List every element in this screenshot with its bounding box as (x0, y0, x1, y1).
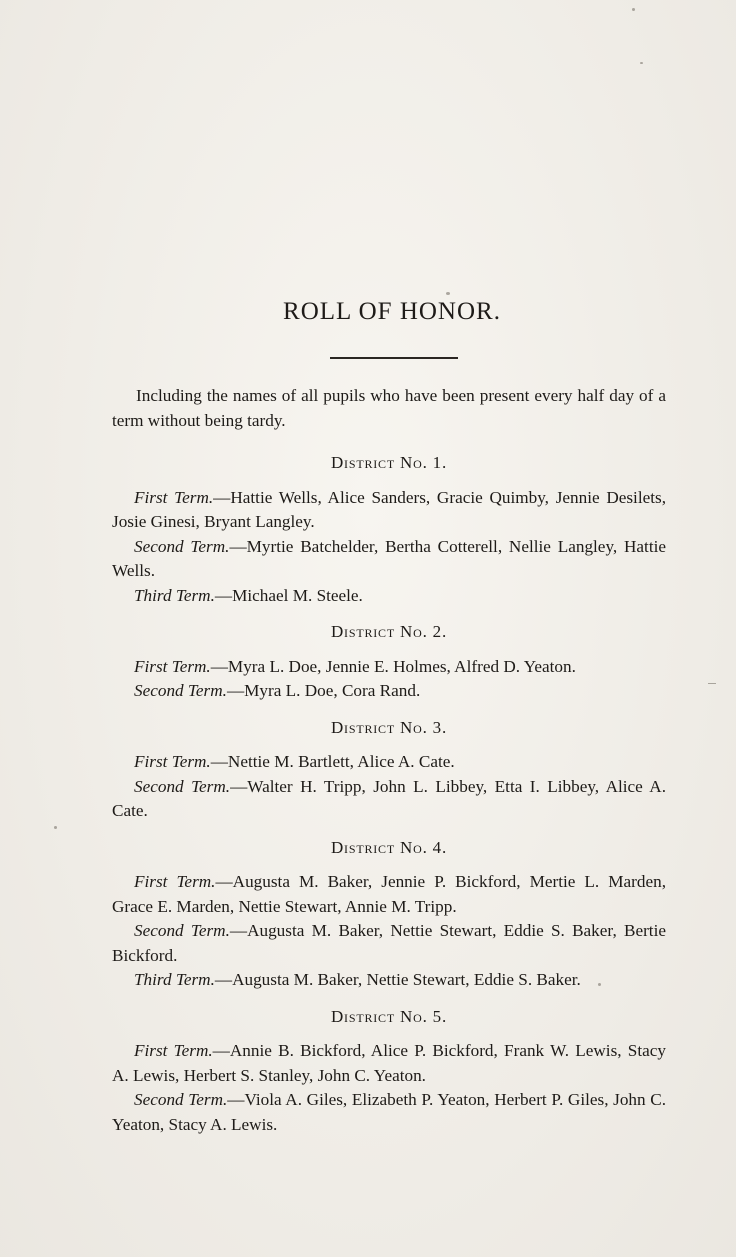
term-names: —Myra L. Doe, Jennie E. Holmes, Alfred D. Yeaton. (210, 656, 576, 676)
term-entry (112, 750, 666, 775)
term-names: —Augusta M. Baker, Nettie Stewart, Eddie S. Baker, Bertie Bickford. (112, 921, 666, 965)
paper-speck (708, 683, 716, 684)
term-label: First Term. (134, 872, 216, 891)
term-label: First Term. (134, 1041, 213, 1060)
term-names: —Viola A. Giles, Elizabeth P. Yeaton, Herbert P. Giles, John C. Yeaton, Stacy A. Lewis. (112, 1090, 666, 1134)
term-entry (112, 1039, 666, 1088)
roll-of-honor-body (112, 384, 666, 1137)
term-label: First Term. (134, 656, 211, 676)
district-heading: District No. 4. (330, 837, 448, 857)
paper-speck (640, 62, 643, 64)
term-names: —Hattie Wells, Alice Sanders, Gracie Quimby, Jennie Desilets, Josie Ginesi, Bryant Langley. (112, 487, 667, 531)
term-label: Second Term. (134, 776, 231, 796)
district-heading: District No. 1. (330, 453, 448, 472)
term-names: —Myra L. Doe, Cora Rand. (226, 681, 421, 700)
term-names: —Augusta M. Baker, Nettie Stewart, Eddie S. Baker. (214, 970, 581, 989)
paper-speck (446, 292, 450, 295)
district-section (112, 451, 666, 608)
term-entry (112, 679, 666, 704)
district-section (112, 620, 666, 704)
page-title: ROLL OF HONOR. (283, 298, 501, 325)
district-section (112, 1005, 666, 1138)
term-names: —Nettie M. Bartlett, Alice A. Cate. (210, 752, 455, 771)
term-entry (112, 919, 666, 968)
term-entry (112, 655, 666, 680)
term-entry (112, 584, 666, 609)
term-label: Second Term. (134, 1090, 228, 1109)
term-names: —Walter H. Tripp, John L. Libbey, Etta I. Libbey, Alice A. Cate. (112, 776, 667, 820)
term-names: —Augusta M. Baker, Jennie P. Bickford, Mertie L. Marden, Grace E. Marden, Nettie Stewart, Annie M. Tripp. (112, 872, 666, 916)
paper-speck (598, 983, 601, 986)
district-heading: District No. 2. (330, 622, 448, 641)
term-label: Third Term. (134, 585, 215, 605)
term-names: —Myrtie Batchelder, Bertha Cotterell, Nellie Langley, Hattie Wells. (112, 536, 667, 580)
term-label: Second Term. (134, 536, 230, 556)
term-label: First Term. (134, 487, 214, 507)
district-heading: District No. 5. (330, 1006, 448, 1026)
district-section (112, 716, 666, 824)
term-names: —Michael M. Steele. (214, 585, 363, 605)
title-divider (330, 357, 458, 359)
term-entry (112, 1088, 666, 1137)
term-entry (112, 870, 666, 919)
term-entry (112, 775, 666, 824)
district-section (112, 836, 666, 993)
term-entry (112, 486, 666, 535)
district-heading: District No. 3. (330, 717, 448, 737)
term-label: First Term. (134, 752, 211, 771)
paper-speck (54, 826, 57, 829)
term-entry (112, 968, 666, 993)
term-label: Second Term. (134, 921, 230, 940)
paper-speck (632, 8, 635, 11)
term-label: Third Term. (134, 970, 215, 989)
term-entry (112, 535, 666, 584)
intro-paragraph: Including the names of all pupils who have been present every half day of a term without being tardy. (112, 386, 666, 430)
term-label: Second Term. (134, 681, 227, 700)
term-names: —Annie B. Bickford, Alice P. Bickford, Frank W. Lewis, Stacy A. Lewis, Herbert S. Stanley, John C. Yeaton. (112, 1041, 666, 1085)
